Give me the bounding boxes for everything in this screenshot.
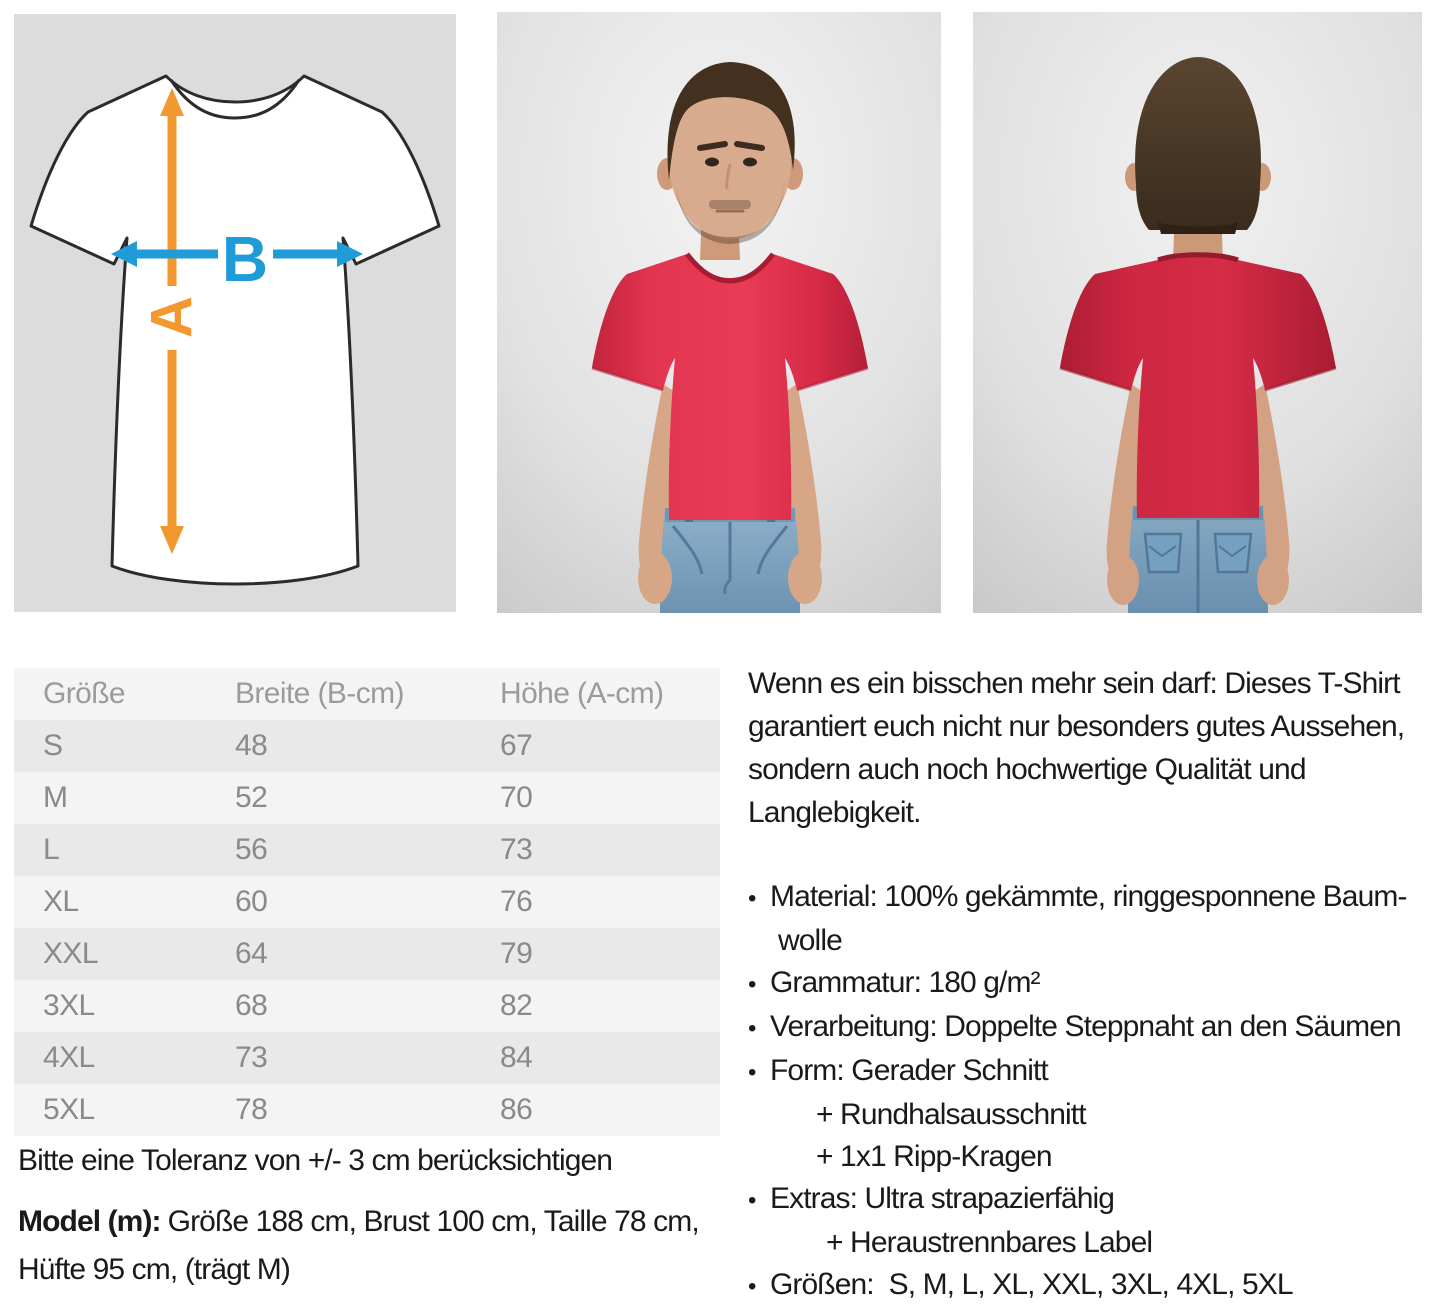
table-row: XXL 64 79 (14, 928, 720, 980)
tolerance-note: Bitte eine Toleranz von +/- 3 cm berücksichtigen (18, 1144, 613, 1177)
intro-line: sondern auch noch hochwertige Qualität und (748, 753, 1306, 786)
bullet-grammatur: • Grammatur: 180 g/m² (748, 962, 1435, 1006)
table-row: M 52 70 (14, 772, 720, 824)
product-description (748, 662, 1435, 1308)
col-header-groesse: Größe (43, 677, 126, 710)
bullet-dot: • (748, 971, 756, 998)
size-diagram-panel (14, 14, 456, 612)
left-eye (705, 158, 719, 167)
bullet-dot: • (748, 885, 756, 912)
bullet-form-sub2: + 1x1 Ripp-Kragen (816, 1140, 1052, 1173)
bullet-material: • Material: 100% gekämmte, ringgesponnene Baum- (748, 876, 1435, 920)
size-table-header-row (14, 668, 720, 720)
label-a: A (139, 296, 205, 338)
tshirt-measure-diagram (14, 14, 456, 612)
model-line2: Hüfte 95 cm, (trägt M) (18, 1253, 290, 1286)
intro-line: Wenn es ein bisschen mehr sein darf: Dieses T-Shirt (748, 667, 1400, 700)
jeans (660, 508, 800, 613)
model-label: Model (m): (18, 1205, 161, 1238)
bullet-form: • Form: Gerader Schnitt (748, 1050, 1435, 1094)
col-header-breite: Breite (B-cm) (235, 677, 404, 710)
table-row: L 56 73 (14, 824, 720, 876)
size-table (14, 668, 720, 1136)
bullet-material-cont: wolle (778, 924, 842, 957)
feature-list (748, 876, 1435, 1308)
table-row: XL 60 76 (14, 876, 720, 928)
bullet-form-sub1: + Rundhalsausschnitt (816, 1098, 1086, 1131)
bullet-dot: • (748, 1187, 756, 1214)
bullet-extras-sub1: + Heraustrennbares Label (826, 1226, 1153, 1259)
intro-line: garantiert euch nicht nur besonders gutes Aussehen, (748, 710, 1405, 743)
model-measurements-note (18, 1198, 699, 1294)
table-row: 3XL 68 82 (14, 980, 720, 1032)
table-row: 5XL 78 86 (14, 1084, 720, 1136)
bullet-dot: • (748, 1059, 756, 1086)
bullet-dot: • (748, 1273, 756, 1300)
jeans-back (1128, 506, 1268, 613)
model-front-photo (497, 12, 941, 613)
right-eye (743, 158, 757, 167)
intro-line: Langlebigkeit. (748, 796, 921, 829)
bullet-groessen: • Größen: S, M, L, XL, XXL, 3XL, 4XL, 5XL (748, 1264, 1435, 1308)
tshirt-outline (31, 76, 439, 584)
mustache (709, 200, 751, 209)
bullet-verarbeitung: • Verarbeitung: Doppelte Steppnaht an den Säumen (748, 1006, 1435, 1050)
model-line1: Größe 188 cm, Brust 100 cm, Taille 78 cm, (167, 1205, 699, 1238)
bullet-dot: • (748, 1015, 756, 1042)
table-row: 4XL 73 84 (14, 1032, 720, 1084)
bullet-extras: • Extras: Ultra strapazierfähig (748, 1178, 1435, 1222)
col-header-hoehe: Höhe (A-cm) (500, 677, 664, 710)
model-back-photo (973, 12, 1422, 613)
label-b: B (221, 223, 269, 295)
table-row: S 48 67 (14, 720, 720, 772)
